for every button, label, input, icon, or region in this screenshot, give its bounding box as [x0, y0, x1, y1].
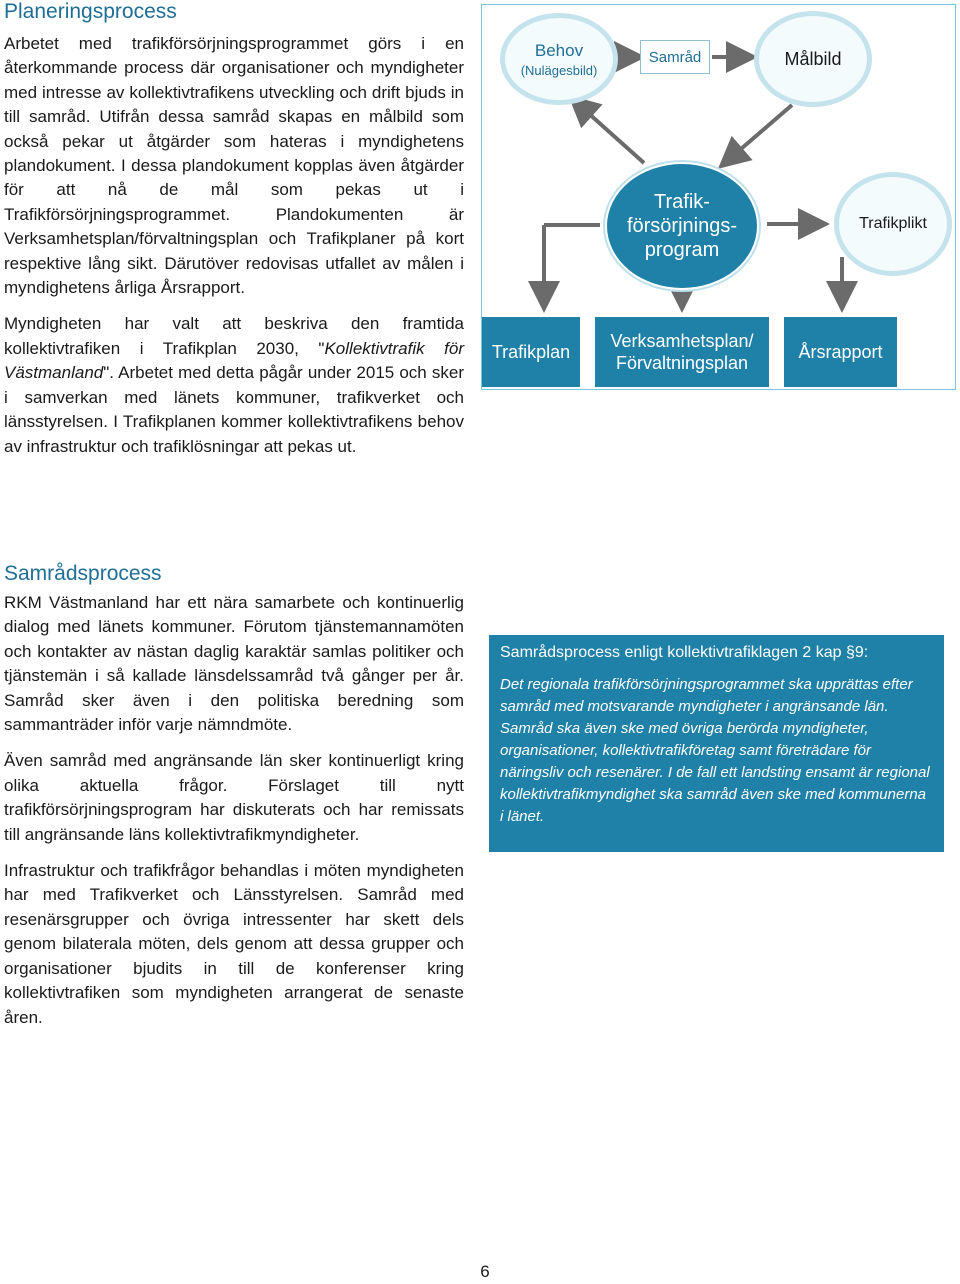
- behov-circle: [500, 13, 618, 105]
- text-run: ". Arbetet med detta pågår under 2015 och sker i samverkan med länets kommuner, trafikverket och länsstyrelsen. I Trafikplanen kommer kollektivtrafikens behov av infrastruktur och trafiklösningar att pekas ut.: [4, 363, 464, 456]
- italic-title: Kollektivtrafik för Västmanland: [4, 338, 464, 383]
- paragraph: Även samråd med angränsande län sker kontinuerligt kring olika aktuella frågor. Förslaget till nytt trafikförsörjningsprogram har diskuterats och har remissats till angränsande läns kollektivtrafikmyndigheter.: [4, 751, 464, 844]
- paragraph: RKM Västmanland har ett nära samarbete och kontinuerlig dialog med länets kommuner. Förutom tjänstemannamöten och kontakter av nästan daglig karaktär samlas politiker och tjänstemän i så kallade länsdelssamråd två gånger per år. Samråd sker även i den politiska beredning som sammanträder inför varje nämndmöte.: [4, 593, 464, 735]
- arsrapport-box: Årsrapport: [784, 317, 897, 387]
- planeringsprocess-text: [4, 32, 464, 471]
- text-run: Myndigheten har valt att beskriva den framtida kollektivtrafiken i Trafikplan 2030, ": [4, 314, 464, 358]
- arrow-program-behov: [577, 103, 644, 163]
- paragraph: Arbetet med trafikförsörjningsprogrammet görs i en återkommande process där organisationer och myndigheter med intresse av kollektivtrafikens utveckling och drift bjuds in till samråd. Utifrån dessa samråd skapas en målbild som också pekar ut åtgärder som hateras i myndighetens plandokument. I dessa plandokument kopplas även åtgärder för att nå de mål som pekas ut i Trafikförsörjningsprogrammet. Plandokumenten är Verksamhetsplan/förvaltningsplan och Trafikplaner på kort respektive lång sikt. Därutöver redovisas utfallet av målen i myndighetens årliga Årsrapport.: [4, 34, 464, 298]
- process-diagram: [481, 4, 956, 390]
- section-heading-planeringsprocess: Planeringsprocess: [4, 0, 177, 23]
- page-number: 6: [480, 1262, 490, 1281]
- verksamhetsplan-box: [595, 317, 769, 387]
- malbild-circle: Målbild: [754, 11, 872, 107]
- behov-label: Behov: [534, 40, 584, 60]
- trafikforsorjningsprogram-circle: [607, 164, 757, 288]
- paragraph: Infrastruktur och trafikfrågor behandlas i möten myndigheten har med Trafikverket och Länsstyrelsen. Samråd med resenärsgrupper och övriga intressenter har skett dels genom bilaterala möten, dels genom att dessa grupper och organisationer bjudits in till de konferenser kring kollektivtrafiken som myndigheten arrangerat de senaste åren.: [4, 861, 464, 1027]
- program-label-line: Trafik-: [654, 191, 710, 213]
- arrow-malbild-program: [727, 105, 792, 161]
- verksamhet-line: Förvaltningsplan: [615, 353, 749, 373]
- behov-sublabel: (Nulägesbild): [520, 62, 598, 78]
- program-label-line: försörjnings-: [626, 215, 738, 237]
- infobox-title: Samrådsprocess enligt kollektivtrafiklagen 2 kap §9:: [500, 644, 869, 661]
- samrad-box: Samråd: [640, 40, 710, 74]
- infobox-body: Det regionala trafikförsörjningsprogrammet ska upprättas efter samråd med motsvarande myndigheter i angränsande län. Samråd ska även ske med övriga berörda myndigheter, organisationer, kollektivtrafikföretag samt företrädare för näringsliv och resenärer. I de fall ett landsting ensamt är regional kollektivtrafikmyndighet ska samråd även ske med kommunerna i länet.: [500, 676, 930, 825]
- trafikplikt-circle: Trafikplikt: [834, 172, 952, 276]
- samradsprocess-text: [4, 591, 464, 1042]
- kollektivtrafiklagen-infobox: [489, 635, 944, 852]
- verksamhet-line: Verksamhetsplan/: [610, 331, 754, 351]
- program-label-line: program: [644, 239, 720, 261]
- section-heading-samradsprocess: Samrådsprocess: [4, 562, 162, 585]
- paragraph: [4, 312, 464, 458]
- trafikplan-box: Trafikplan: [482, 317, 580, 387]
